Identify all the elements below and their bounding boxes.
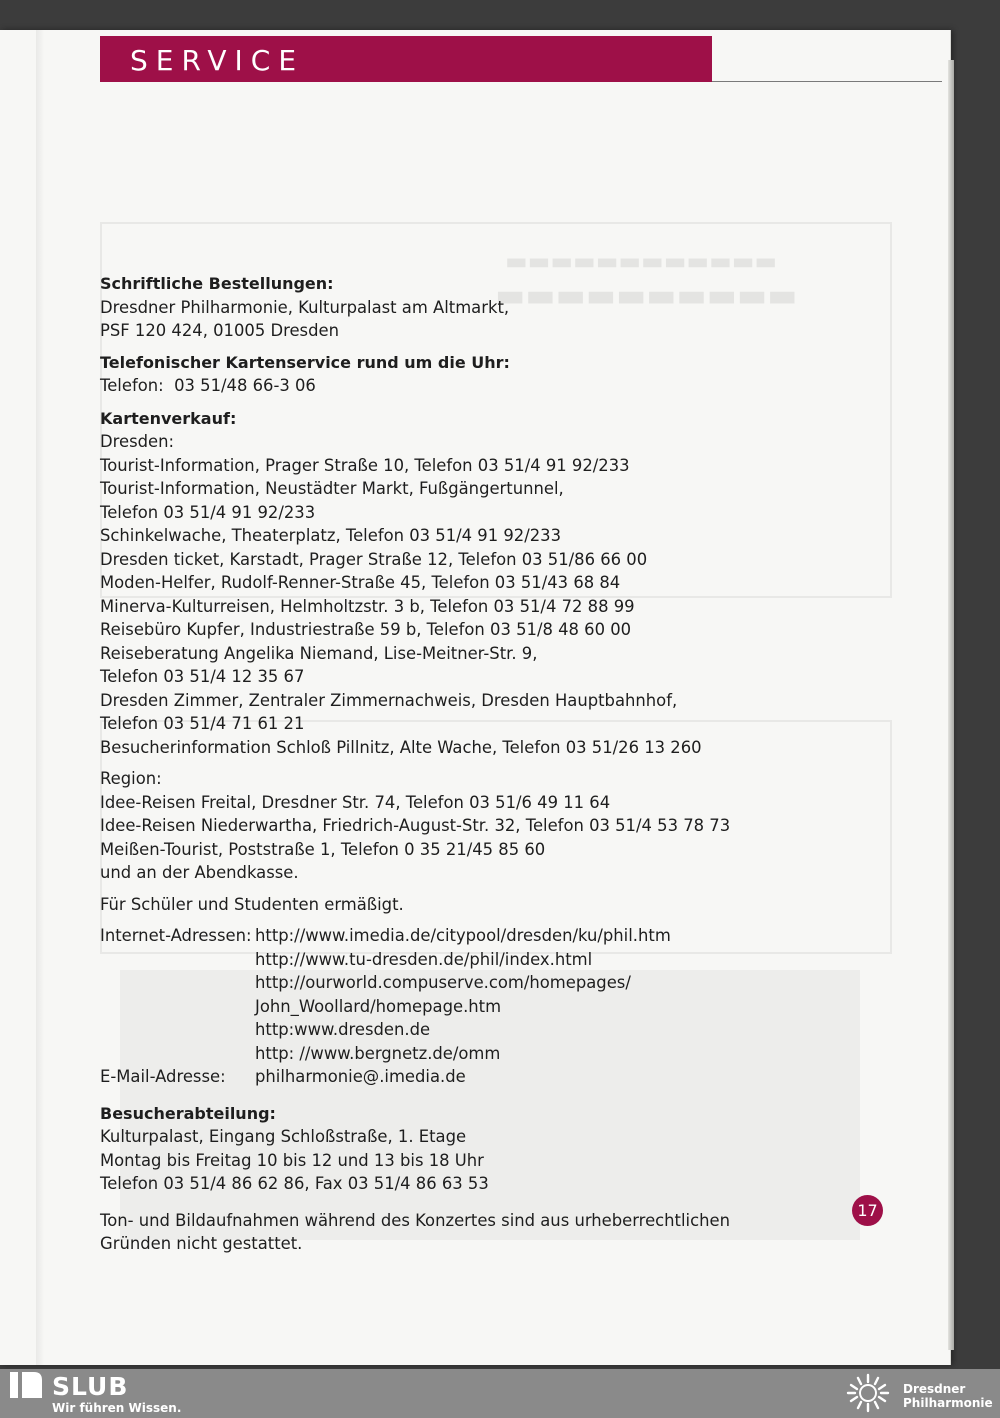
showthrough-text: ▬▬▬▬▬▬▬▬▬▬ — [495, 276, 798, 314]
url-link[interactable]: http://www.imedia.de/citypool/dresden/ku/phil.htm — [255, 926, 671, 945]
binding-fold — [36, 30, 44, 1365]
text-line: PSF 120 424, 01005 Dresden — [100, 321, 339, 340]
header-rule — [712, 81, 942, 82]
section-title: SERVICE — [130, 44, 305, 77]
text-line: Kulturpalast, Eingang Schloßstraße, 1. Etage — [100, 1127, 467, 1146]
text-line: Dresden ticket, Karstadt, Prager Straße 12, Telefon 03 51/86 66 00 — [100, 549, 648, 569]
text-line: Meißen-Tourist, Poststraße 1, Telefon 0 35 21/45 85 60 — [100, 839, 546, 859]
philharmonie-name-line2: Philharmonie — [903, 1396, 993, 1410]
text-line: Region: — [100, 769, 162, 788]
text-line: Tourist-Information, Neustädter Markt, Fußgängertunnel, — [100, 479, 564, 498]
text-line: Montag bis Freitag 10 bis 12 und 13 bis 18 Uhr — [100, 1150, 484, 1170]
text-line: Tourist-Information, Prager Straße 10, Telefon 03 51/4 91 92/233 — [100, 455, 630, 475]
text-line: Telefon: 03 51/48 66-3 06 — [100, 376, 316, 395]
recording-notice: Gründen nicht gestattet. — [100, 1234, 303, 1253]
text-line: Idee-Reisen Freital, Dresdner Str. 74, Telefon 03 51/6 49 11 64 — [100, 792, 611, 812]
text-line: Moden-Helfer, Rudolf-Renner-Straße 45, Telefon 03 51/43 68 84 — [100, 573, 621, 592]
internet-addresses — [100, 924, 760, 1089]
text-line: Telefon 03 51/4 86 62 86, Fax 03 51/4 86 63 53 — [100, 1174, 489, 1193]
text-line: Minerva-Kulturreisen, Helmholtzstr. 3 b, Telefon 03 51/4 72 88 99 — [100, 596, 635, 616]
page-edge — [948, 60, 954, 1350]
text-line: Telefon 03 51/4 71 61 21 — [100, 714, 305, 733]
url-link[interactable]: http: //www.bergnetz.de/omm — [255, 1043, 501, 1063]
text-line: Telefon 03 51/4 12 35 67 — [100, 667, 305, 686]
text-line: Dresden: — [100, 432, 175, 451]
philharmonie-name-line1: Dresdner — [903, 1382, 966, 1396]
text-line: Dresdner Philharmonie, Kulturpalast am Altmarkt, — [100, 297, 510, 317]
url-link[interactable]: http://www.tu-dresden.de/phil/index.html — [255, 949, 593, 969]
text-line: Dresden Zimmer, Zentraler Zimmernachweis, Dresden Hauptbahnhof, — [100, 690, 678, 710]
internet-label: Internet-Adressen: — [100, 926, 252, 945]
text-line: Reisebüro Kupfer, Industriestraße 59 b, Telefon 03 51/8 48 60 00 — [100, 620, 632, 639]
showthrough-text: ▬▬▬▬▬▬▬▬▬▬▬▬ — [505, 247, 778, 275]
slub-tagline: Wir führen Wissen. — [52, 1401, 182, 1415]
url-link[interactable]: http:www.dresden.de — [255, 1020, 431, 1039]
url-link[interactable]: http://ourworld.compuserve.com/homepages/ — [255, 973, 631, 992]
philharmonie-sunburst-icon — [842, 1371, 894, 1415]
slub-logo-icon — [10, 1372, 42, 1398]
text-line: Idee-Reisen Niederwartha, Friedrich-August-Str. 32, Telefon 03 51/4 53 78 73 — [100, 816, 731, 835]
heading-phone-service: Telefonischer Kartenservice rund um die Uhr: — [100, 352, 510, 372]
footer-bar — [0, 1369, 1000, 1418]
text-line: Schinkelwache, Theaterplatz, Telefon 03 51/4 91 92/233 — [100, 526, 562, 545]
service-content — [100, 272, 760, 1256]
text-line: und an der Abendkasse. — [100, 863, 299, 882]
philharmonie-name — [903, 1382, 993, 1410]
email-link[interactable]: philharmonie@.imedia.de — [255, 1067, 466, 1086]
text-line: Besucherinformation Schloß Pillnitz, Alte Wache, Telefon 03 51/26 13 260 — [100, 737, 702, 757]
text-line: Reiseberatung Angelika Niemand, Lise-Meitner-Str. 9, — [100, 643, 538, 663]
url-link[interactable]: John_Woollard/homepage.htm — [255, 996, 502, 1016]
recording-notice: Ton- und Bildaufnahmen während des Konzertes sind aus urheberrechtlichen — [100, 1210, 730, 1230]
slub-name[interactable]: SLUB — [52, 1372, 129, 1401]
heading-visitor-department: Besucherabteilung: — [100, 1103, 276, 1123]
discount-note: Für Schüler und Studenten ermäßigt. — [100, 894, 404, 914]
heading-written-orders: Schriftliche Bestellungen: — [100, 274, 334, 293]
text-line: Telefon 03 51/4 91 92/233 — [100, 502, 316, 522]
heading-ticket-sales: Kartenverkauf: — [100, 408, 237, 428]
email-label: E-Mail-Adresse: — [100, 1067, 226, 1086]
page-number-badge: 17 — [852, 1195, 883, 1226]
